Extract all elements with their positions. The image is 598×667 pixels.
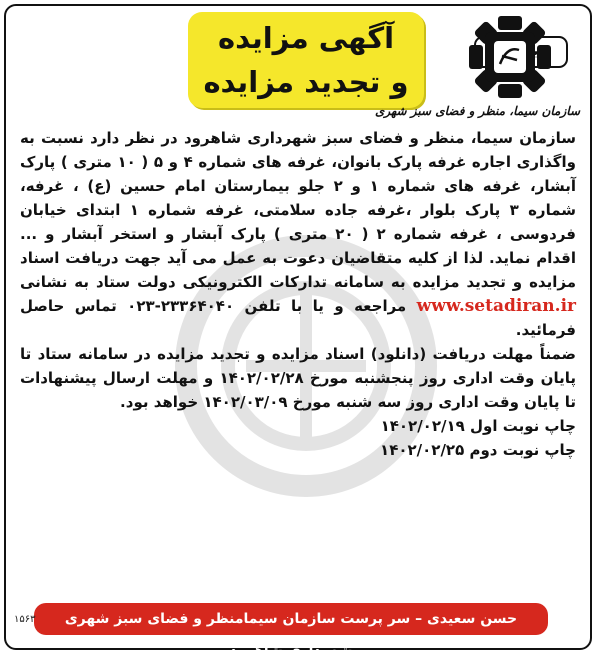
- announcement-body: [20, 126, 576, 462]
- organization-seal: [374, 14, 580, 144]
- signature-bar: حسن سعیدی – سر پرست سازمان سیمامنظر و فضای سبز شهری شهرداری شاهرود: [34, 603, 548, 635]
- deadline-paragraph: ضمناً مهلت دریافت (دانلود) اسناد مزایده و تجدید مزایده در سامانه ستاد تا پایان وقت اداری روز پنجشنبه مورخ ۱۴۰۲/۰۲/۲۸ و مهلت ارسال پیشنهادات تا پایان وقت اداری روز سه شنبه مورخ ۱۴۰۲/۰۳/۰۹ خواهد بود.: [20, 345, 576, 411]
- contact-text: مراجعه و یا با تلفن ۲۳۳۶۴۰۴۰-۰۲۳ تماس حاصل فرمائید.: [20, 297, 576, 339]
- round-badge: نوبت: [474, 36, 568, 68]
- main-text: سازمان سیما، منظر و فضای سبز شهرداری شاهرود در نظر دارد نسبت به واگذاری اجاره غرفه پارک بانوان، غرفه های شماره ۴ و ۵ ( ۱۰ متری ) پارک آبشار، غرفه های شماره ۱ و ۲ جلو بیمارستان امام حسین (ع) ، غرفه، شماره ۳ پارک بلوار ،غرفه جاده سلامتی، غرفه شماره ۱ ابتدای خیابان فردوسی ، غرفه شماره ۲ ( ۲۰ متری ) پارک آبشار و استخر آبشار و ... اقدام نماید. لذا از کلیه متقاضیان دعوت به عمل می آید جهت دریافت اسناد مزایده و تجدید مزایده به سامانه تدارکات الکترونیکی دولت ستاد به نشانی: [20, 129, 577, 291]
- knot-seal-icon: [467, 14, 553, 100]
- main-paragraph: [20, 126, 576, 342]
- ad-code: ۱۵۶۳: [14, 614, 36, 625]
- second-print-date: چاپ نوبت دوم ۱۴۰۲/۰۲/۲۵: [380, 441, 576, 459]
- organization-name: سازمان سیما، منظر و فضای سبز شهری: [374, 104, 580, 118]
- ad-frame: [4, 4, 592, 659]
- first-print-date: چاپ نوبت اول ۱۴۰۲/۰۲/۱۹: [380, 417, 576, 435]
- title-line-1: آگهی مزایده: [217, 21, 395, 55]
- title-line-2: و تجدید مزایده: [203, 65, 409, 99]
- title-banner: [188, 12, 424, 108]
- website-link[interactable]: www.setadiran.ir: [416, 296, 576, 316]
